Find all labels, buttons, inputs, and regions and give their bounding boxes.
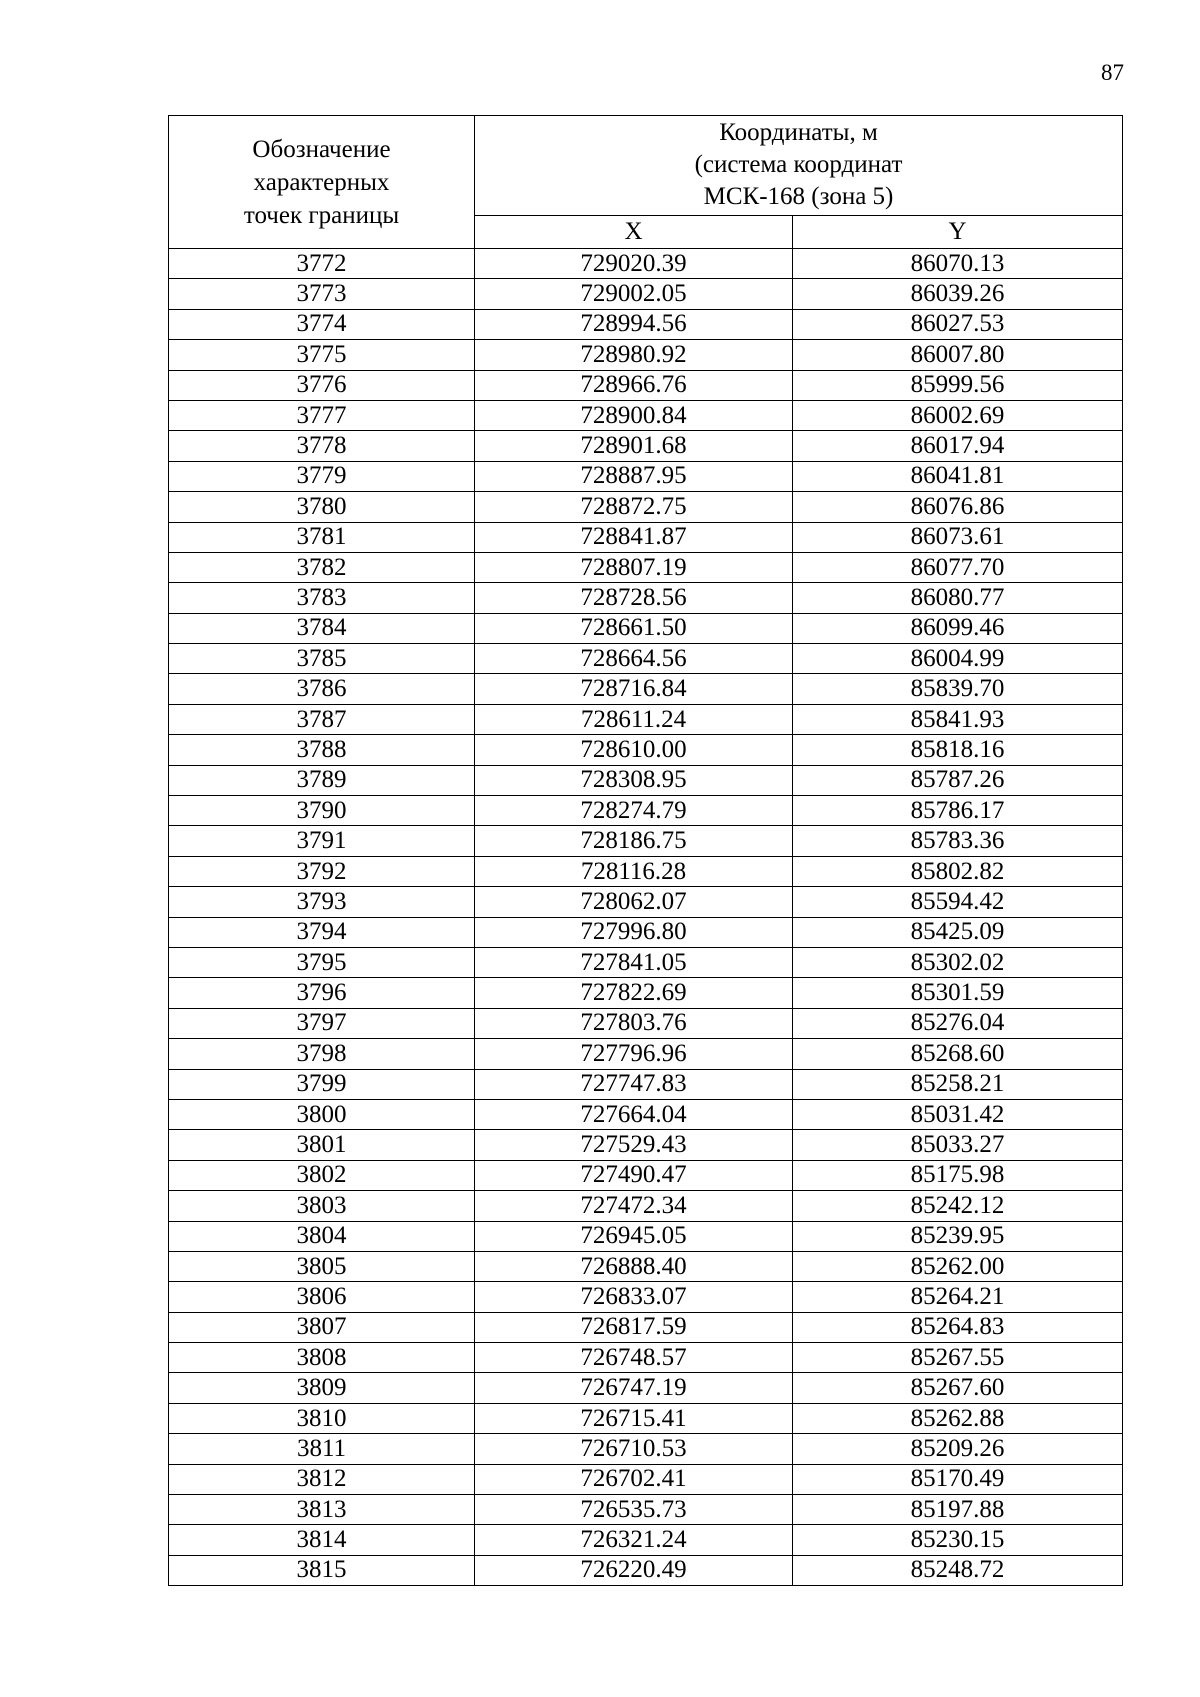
x-cell: 728308.95 xyxy=(475,765,793,795)
y-cell: 85175.98 xyxy=(793,1160,1123,1190)
point-cell: 3794 xyxy=(169,917,475,947)
y-cell: 85841.93 xyxy=(793,704,1123,734)
y-cell: 85267.60 xyxy=(793,1373,1123,1403)
x-column-header: X xyxy=(475,215,793,248)
x-cell: 728900.84 xyxy=(475,400,793,430)
y-cell: 86002.69 xyxy=(793,400,1123,430)
x-cell: 726220.49 xyxy=(475,1555,793,1585)
y-cell: 86080.77 xyxy=(793,583,1123,613)
point-cell: 3815 xyxy=(169,1555,475,1585)
y-cell: 86039.26 xyxy=(793,279,1123,309)
point-cell: 3778 xyxy=(169,431,475,461)
x-cell: 729002.05 xyxy=(475,279,793,309)
x-cell: 727529.43 xyxy=(475,1130,793,1160)
table-row xyxy=(169,1282,1123,1312)
point-cell: 3809 xyxy=(169,1373,475,1403)
x-cell: 728716.84 xyxy=(475,674,793,704)
x-cell: 728664.56 xyxy=(475,644,793,674)
table-row xyxy=(169,1464,1123,1494)
y-cell: 85818.16 xyxy=(793,735,1123,765)
point-cell: 3784 xyxy=(169,613,475,643)
coords-header-line: (система координат xyxy=(694,151,903,179)
x-cell: 726945.05 xyxy=(475,1221,793,1251)
y-cell: 85594.42 xyxy=(793,887,1123,917)
point-cell: 3790 xyxy=(169,796,475,826)
x-cell: 728841.87 xyxy=(475,522,793,552)
y-cell: 85264.83 xyxy=(793,1312,1123,1342)
point-cell: 3793 xyxy=(169,887,475,917)
table-row xyxy=(169,613,1123,643)
point-cell: 3781 xyxy=(169,522,475,552)
point-cell: 3801 xyxy=(169,1130,475,1160)
point-cell: 3811 xyxy=(169,1434,475,1464)
coordinates-header xyxy=(475,116,1123,216)
y-cell: 85262.00 xyxy=(793,1251,1123,1281)
coordinates-table xyxy=(168,115,1123,1586)
x-cell: 728611.24 xyxy=(475,704,793,734)
table-row xyxy=(169,431,1123,461)
y-cell: 85248.72 xyxy=(793,1555,1123,1585)
table-row xyxy=(169,400,1123,430)
point-cell: 3772 xyxy=(169,249,475,279)
point-cell: 3812 xyxy=(169,1464,475,1494)
y-cell: 85031.42 xyxy=(793,1099,1123,1129)
y-cell: 86041.81 xyxy=(793,461,1123,491)
y-cell: 85802.82 xyxy=(793,856,1123,886)
point-cell: 3789 xyxy=(169,765,475,795)
x-cell: 727664.04 xyxy=(475,1099,793,1129)
y-cell: 86077.70 xyxy=(793,552,1123,582)
x-cell: 728980.92 xyxy=(475,340,793,370)
y-cell: 86099.46 xyxy=(793,613,1123,643)
point-cell: 3786 xyxy=(169,674,475,704)
point-cell: 3780 xyxy=(169,492,475,522)
table-row xyxy=(169,370,1123,400)
table-row xyxy=(169,1525,1123,1555)
x-cell: 728661.50 xyxy=(475,613,793,643)
y-cell: 85239.95 xyxy=(793,1221,1123,1251)
x-cell: 726888.40 xyxy=(475,1251,793,1281)
x-cell: 727803.76 xyxy=(475,1008,793,1038)
point-cell: 3787 xyxy=(169,704,475,734)
point-designation-header xyxy=(169,116,475,249)
point-cell: 3783 xyxy=(169,583,475,613)
y-cell: 85999.56 xyxy=(793,370,1123,400)
x-cell: 728116.28 xyxy=(475,856,793,886)
point-cell: 3813 xyxy=(169,1495,475,1525)
point-cell: 3788 xyxy=(169,735,475,765)
table-row xyxy=(169,887,1123,917)
y-cell: 85230.15 xyxy=(793,1525,1123,1555)
x-cell: 726747.19 xyxy=(475,1373,793,1403)
x-cell: 727490.47 xyxy=(475,1160,793,1190)
point-cell: 3797 xyxy=(169,1008,475,1038)
page-number: 87 xyxy=(1101,60,1124,85)
x-cell: 727796.96 xyxy=(475,1039,793,1069)
point-cell: 3782 xyxy=(169,552,475,582)
table-row xyxy=(169,735,1123,765)
table-row xyxy=(169,765,1123,795)
point-header-line: характерных xyxy=(253,168,390,196)
y-cell: 85425.09 xyxy=(793,917,1123,947)
table-row xyxy=(169,947,1123,977)
table-row xyxy=(169,1434,1123,1464)
point-cell: 3779 xyxy=(169,461,475,491)
table-row xyxy=(169,704,1123,734)
table-row xyxy=(169,856,1123,886)
point-cell: 3792 xyxy=(169,856,475,886)
table-row xyxy=(169,1160,1123,1190)
x-cell: 726715.41 xyxy=(475,1403,793,1433)
table-row xyxy=(169,492,1123,522)
y-cell: 85786.17 xyxy=(793,796,1123,826)
table-row xyxy=(169,583,1123,613)
table-row xyxy=(169,1099,1123,1129)
point-header-line: Обозначение xyxy=(252,135,391,163)
table-row xyxy=(169,309,1123,339)
table-row xyxy=(169,796,1123,826)
point-cell: 3785 xyxy=(169,644,475,674)
y-cell: 86004.99 xyxy=(793,644,1123,674)
table-row xyxy=(169,1069,1123,1099)
y-cell: 86017.94 xyxy=(793,431,1123,461)
point-cell: 3800 xyxy=(169,1099,475,1129)
point-cell: 3795 xyxy=(169,947,475,977)
table-row xyxy=(169,1039,1123,1069)
point-cell: 3802 xyxy=(169,1160,475,1190)
table-row xyxy=(169,826,1123,856)
point-cell: 3805 xyxy=(169,1251,475,1281)
point-cell: 3773 xyxy=(169,279,475,309)
table-row xyxy=(169,249,1123,279)
x-cell: 727472.34 xyxy=(475,1191,793,1221)
point-cell: 3810 xyxy=(169,1403,475,1433)
x-cell: 726748.57 xyxy=(475,1343,793,1373)
table-row xyxy=(169,552,1123,582)
x-cell: 728062.07 xyxy=(475,887,793,917)
point-cell: 3806 xyxy=(169,1282,475,1312)
x-cell: 727996.80 xyxy=(475,917,793,947)
x-cell: 726702.41 xyxy=(475,1464,793,1494)
x-cell: 726710.53 xyxy=(475,1434,793,1464)
coords-header-line: МСК-168 (зона 5) xyxy=(703,183,894,211)
table-row xyxy=(169,522,1123,552)
table-row xyxy=(169,917,1123,947)
x-cell: 727822.69 xyxy=(475,978,793,1008)
x-cell: 727841.05 xyxy=(475,947,793,977)
point-cell: 3808 xyxy=(169,1343,475,1373)
table-row xyxy=(169,1555,1123,1585)
point-header-line: точек границы xyxy=(243,201,400,229)
table-row xyxy=(169,1312,1123,1342)
y-cell: 85197.88 xyxy=(793,1495,1123,1525)
y-cell: 85302.02 xyxy=(793,947,1123,977)
y-cell: 85258.21 xyxy=(793,1069,1123,1099)
y-cell: 85242.12 xyxy=(793,1191,1123,1221)
y-cell: 85787.26 xyxy=(793,765,1123,795)
point-cell: 3804 xyxy=(169,1221,475,1251)
point-cell: 3777 xyxy=(169,400,475,430)
x-cell: 728872.75 xyxy=(475,492,793,522)
table-row xyxy=(169,1008,1123,1038)
point-cell: 3814 xyxy=(169,1525,475,1555)
table-row xyxy=(169,1221,1123,1251)
y-cell: 85839.70 xyxy=(793,674,1123,704)
coords-header-line: Координаты, м xyxy=(719,119,878,147)
table-row xyxy=(169,1343,1123,1373)
x-cell: 728728.56 xyxy=(475,583,793,613)
x-cell: 727747.83 xyxy=(475,1069,793,1099)
y-cell: 85783.36 xyxy=(793,826,1123,856)
table-row xyxy=(169,461,1123,491)
point-cell: 3796 xyxy=(169,978,475,1008)
table-row xyxy=(169,978,1123,1008)
point-cell: 3791 xyxy=(169,826,475,856)
y-cell: 86070.13 xyxy=(793,249,1123,279)
x-cell: 728610.00 xyxy=(475,735,793,765)
point-cell: 3803 xyxy=(169,1191,475,1221)
point-cell: 3807 xyxy=(169,1312,475,1342)
x-cell: 728901.68 xyxy=(475,431,793,461)
y-cell: 86076.86 xyxy=(793,492,1123,522)
y-cell: 85170.49 xyxy=(793,1464,1123,1494)
table-row xyxy=(169,1191,1123,1221)
y-cell: 86027.53 xyxy=(793,309,1123,339)
point-cell: 3774 xyxy=(169,309,475,339)
x-cell: 728274.79 xyxy=(475,796,793,826)
x-cell: 728186.75 xyxy=(475,826,793,856)
table-row xyxy=(169,644,1123,674)
y-column-header: Y xyxy=(793,215,1123,248)
table-body xyxy=(169,249,1123,1586)
y-cell: 85209.26 xyxy=(793,1434,1123,1464)
x-cell: 728966.76 xyxy=(475,370,793,400)
table-header xyxy=(169,116,1123,249)
y-cell: 85267.55 xyxy=(793,1343,1123,1373)
table-row xyxy=(169,1403,1123,1433)
x-cell: 728994.56 xyxy=(475,309,793,339)
y-cell: 85276.04 xyxy=(793,1008,1123,1038)
y-cell: 85301.59 xyxy=(793,978,1123,1008)
point-cell: 3776 xyxy=(169,370,475,400)
x-cell: 728887.95 xyxy=(475,461,793,491)
y-cell: 85264.21 xyxy=(793,1282,1123,1312)
point-cell: 3775 xyxy=(169,340,475,370)
point-cell: 3799 xyxy=(169,1069,475,1099)
x-cell: 726535.73 xyxy=(475,1495,793,1525)
table-row xyxy=(169,1130,1123,1160)
point-cell: 3798 xyxy=(169,1039,475,1069)
y-cell: 86007.80 xyxy=(793,340,1123,370)
table-row xyxy=(169,1251,1123,1281)
x-cell: 726321.24 xyxy=(475,1525,793,1555)
x-cell: 729020.39 xyxy=(475,249,793,279)
y-cell: 85033.27 xyxy=(793,1130,1123,1160)
y-cell: 85268.60 xyxy=(793,1039,1123,1069)
x-cell: 726833.07 xyxy=(475,1282,793,1312)
y-cell: 86073.61 xyxy=(793,522,1123,552)
table-row xyxy=(169,1495,1123,1525)
table-row xyxy=(169,279,1123,309)
table-row xyxy=(169,674,1123,704)
header-row xyxy=(169,116,1123,216)
table-row xyxy=(169,1373,1123,1403)
x-cell: 726817.59 xyxy=(475,1312,793,1342)
x-cell: 728807.19 xyxy=(475,552,793,582)
y-cell: 85262.88 xyxy=(793,1403,1123,1433)
table-row xyxy=(169,340,1123,370)
